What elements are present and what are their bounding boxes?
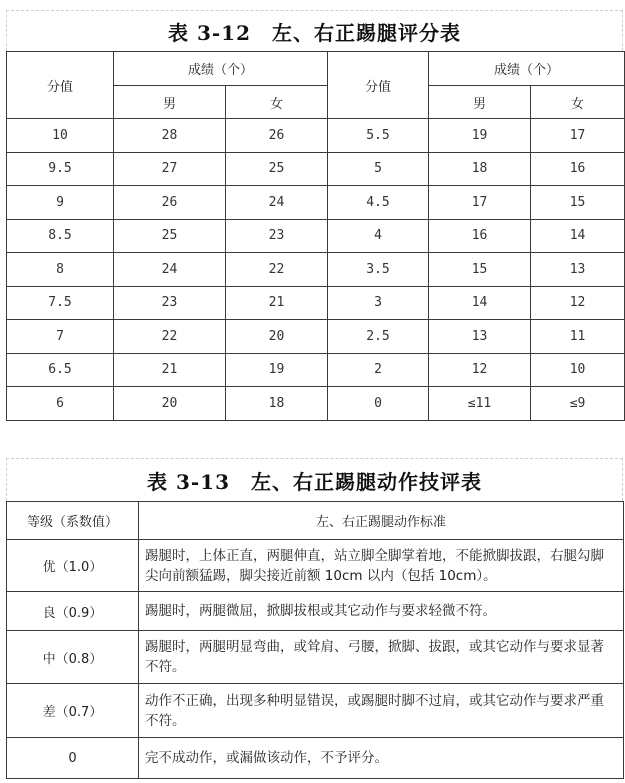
score-left: 9 (7, 186, 114, 220)
scoring-table (6, 51, 625, 421)
female-left: 25 (226, 152, 328, 186)
standard-cell: 踢腿时，两腿明显弯曲，或耸肩、弓腰，掀脚、拔跟，或其它动作与要求显著不符。 (139, 631, 624, 684)
score-right: 3 (328, 286, 429, 320)
male-right: 17 (429, 186, 531, 220)
table1-caption (6, 10, 623, 51)
header-score-left: 分值 (7, 52, 114, 119)
male-left: 22 (114, 320, 226, 354)
score-right: 4 (328, 219, 429, 253)
score-left: 8 (7, 253, 114, 287)
table2-caption (6, 458, 623, 501)
standard-cell: 动作不正确，出现多种明显错误，或踢腿时脚不过肩，或其它动作与要求严重不符。 (139, 684, 624, 738)
female-left: 20 (226, 320, 328, 354)
female-left: 24 (226, 186, 328, 220)
score-right: 2 (328, 353, 429, 387)
male-right: 13 (429, 320, 531, 354)
female-right: 13 (531, 253, 625, 287)
male-left: 26 (114, 186, 226, 220)
male-left: 27 (114, 152, 226, 186)
male-right: ≤11 (429, 387, 531, 421)
table2-title: 表 3-13 左、右正踢腿动作技评表 (146, 469, 482, 494)
male-left: 28 (114, 119, 226, 153)
female-left: 21 (226, 286, 328, 320)
header-result-right: 成绩（个） (429, 52, 625, 86)
score-right: 4.5 (328, 186, 429, 220)
header-male-right: 男 (429, 86, 531, 119)
score-left: 10 (7, 119, 114, 153)
female-right: ≤9 (531, 387, 625, 421)
grade-cell: 差（0.7） (7, 684, 139, 738)
female-right: 17 (531, 119, 625, 153)
female-right: 12 (531, 286, 625, 320)
female-right: 11 (531, 320, 625, 354)
header-result-left: 成绩（个） (114, 52, 328, 86)
male-left: 23 (114, 286, 226, 320)
female-right: 15 (531, 186, 625, 220)
female-right: 14 (531, 219, 625, 253)
header-score-right: 分值 (328, 52, 429, 119)
table-row (7, 119, 625, 153)
header-male-left: 男 (114, 86, 226, 119)
table-row (7, 684, 624, 738)
table-row (7, 253, 625, 287)
technique-evaluation-table (6, 501, 624, 779)
table2-header-row (7, 502, 624, 540)
score-right: 2.5 (328, 320, 429, 354)
score-left: 8.5 (7, 219, 114, 253)
male-right: 19 (429, 119, 531, 153)
female-left: 26 (226, 119, 328, 153)
standard-cell: 完不成动作，或漏做该动作，不予评分。 (139, 738, 624, 779)
standard-cell: 踢腿时，两腿微屈，掀脚拔根或其它动作与要求轻微不符。 (139, 592, 624, 631)
table-row (7, 219, 625, 253)
score-right: 5 (328, 152, 429, 186)
male-left: 24 (114, 253, 226, 287)
male-right: 18 (429, 152, 531, 186)
table1-title: 表 3-12 左、右正踢腿评分表 (167, 20, 461, 45)
male-left: 21 (114, 353, 226, 387)
male-left: 20 (114, 387, 226, 421)
header-standard: 左、右正踢腿动作标准 (139, 502, 624, 540)
female-left: 18 (226, 387, 328, 421)
male-right: 12 (429, 353, 531, 387)
male-right: 14 (429, 286, 531, 320)
table-row (7, 186, 625, 220)
table-row (7, 540, 624, 592)
grade-cell: 中（0.8） (7, 631, 139, 684)
grade-cell: 良（0.9） (7, 592, 139, 631)
table-row (7, 353, 625, 387)
table-row (7, 631, 624, 684)
score-left: 7 (7, 320, 114, 354)
table-row (7, 387, 625, 421)
header-female-left: 女 (226, 86, 328, 119)
table1-header-row (7, 52, 625, 86)
table-row (7, 286, 625, 320)
standard-cell: 踢腿时，上体正直，两腿伸直，站立脚全脚掌着地，不能掀脚拔跟，右腿勾脚尖向前额猛踢，脚尖接近前额 10cm 以内（包括 10cm）。 (139, 540, 624, 592)
grade-cell: 优（1.0） (7, 540, 139, 592)
male-right: 16 (429, 219, 531, 253)
table-row (7, 738, 624, 779)
score-left: 7.5 (7, 286, 114, 320)
table-row (7, 592, 624, 631)
header-grade: 等级（系数值） (7, 502, 139, 540)
score-right: 5.5 (328, 119, 429, 153)
male-left: 25 (114, 219, 226, 253)
score-left: 6 (7, 387, 114, 421)
female-right: 10 (531, 353, 625, 387)
female-left: 19 (226, 353, 328, 387)
score-right: 0 (328, 387, 429, 421)
score-right: 3.5 (328, 253, 429, 287)
score-left: 9.5 (7, 152, 114, 186)
table-row (7, 320, 625, 354)
male-right: 15 (429, 253, 531, 287)
table-row (7, 152, 625, 186)
female-left: 23 (226, 219, 328, 253)
header-female-right: 女 (531, 86, 625, 119)
grade-cell: 0 (7, 738, 139, 779)
female-right: 16 (531, 152, 625, 186)
female-left: 22 (226, 253, 328, 287)
score-left: 6.5 (7, 353, 114, 387)
